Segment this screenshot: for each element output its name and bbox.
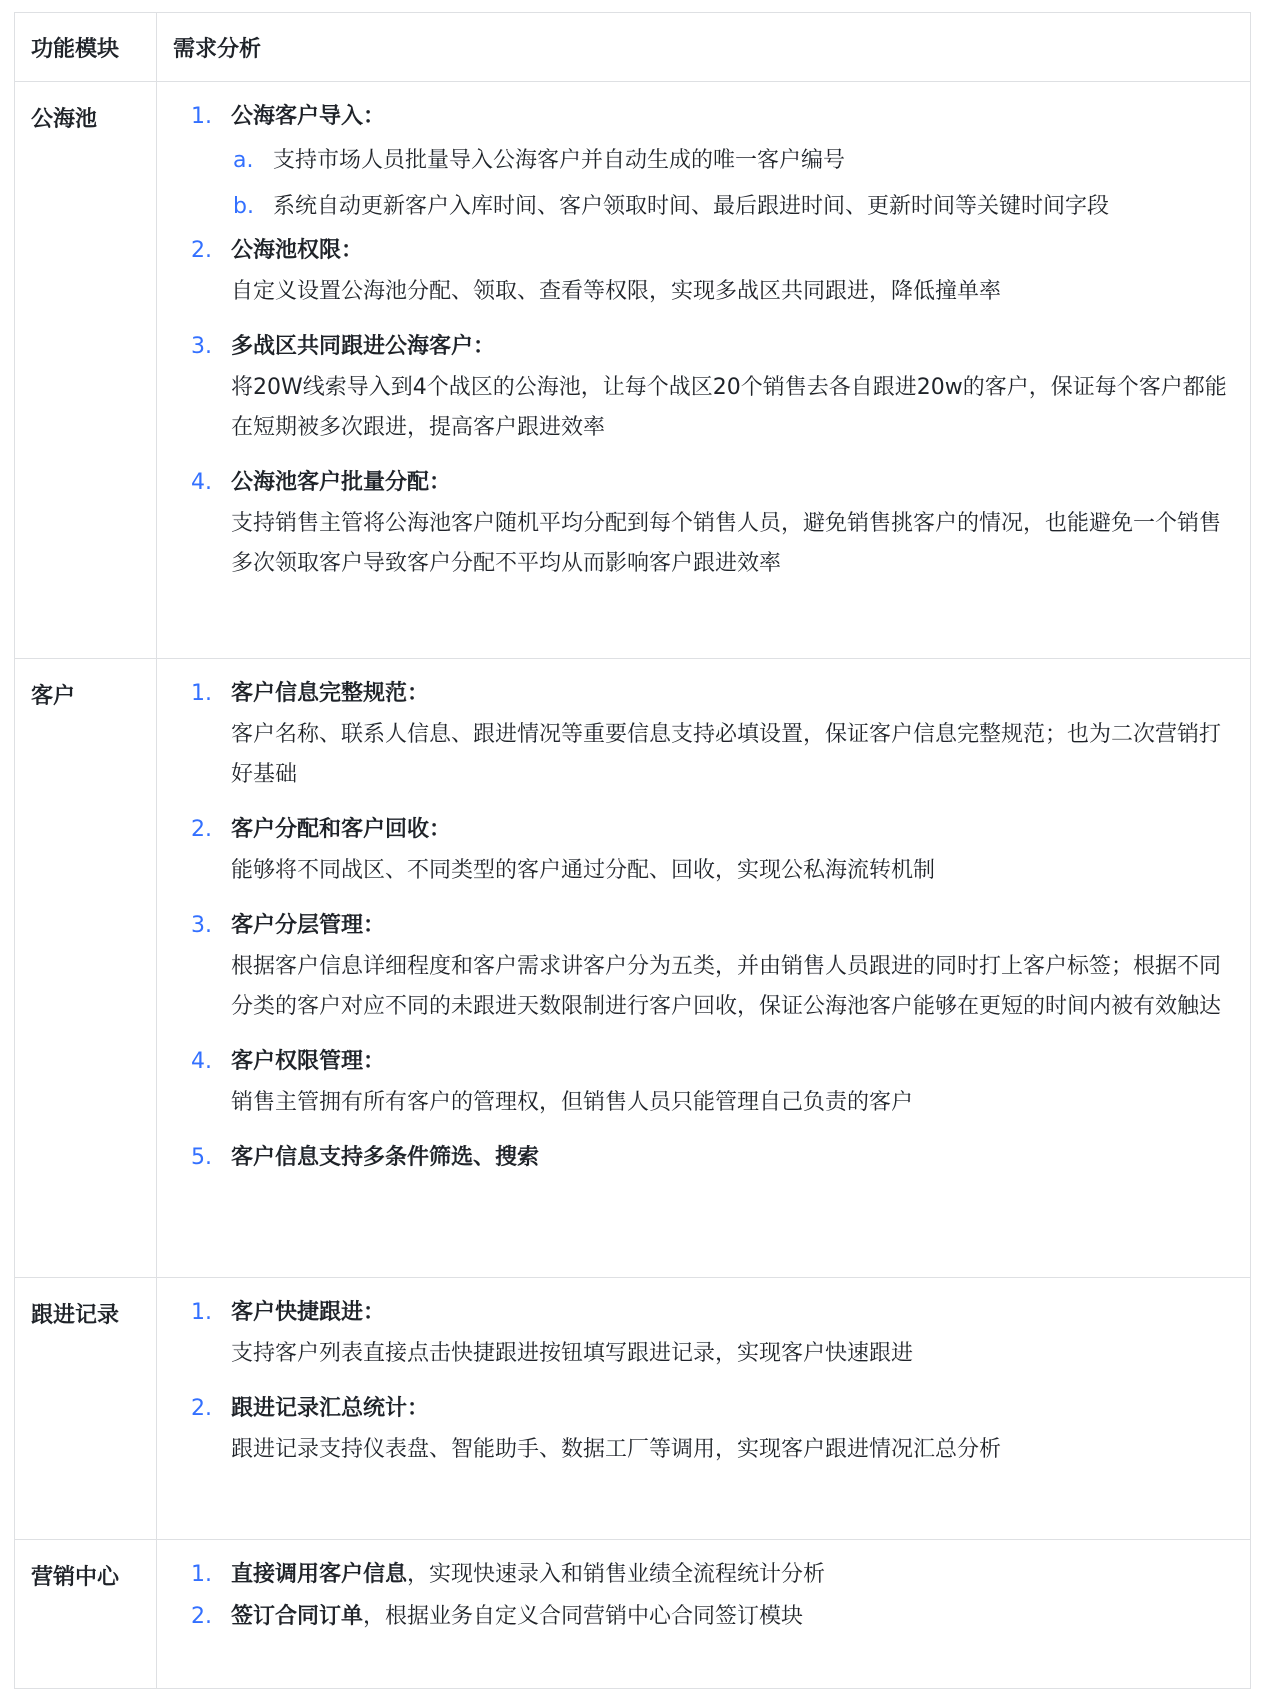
sub-item-text: 支持市场人员批量导入公海客户并自动生成的唯一客户编号 — [273, 148, 846, 173]
list-item — [173, 1388, 1234, 1470]
item-title: 跟进记录汇总统计： — [231, 1396, 430, 1421]
sub-item-text: 系统自动更新客户入库时间、客户领取时间、最后跟进时间、更新时间等关键时间字段 — [273, 194, 1110, 219]
list-item — [173, 1554, 1234, 1596]
item-number: 1. — [191, 681, 212, 706]
item-number: 2. — [191, 238, 212, 263]
item-description: 能够将不同战区、不同类型的客户通过分配、回收，实现公私海流转机制 — [231, 858, 936, 883]
list-item — [173, 1292, 1234, 1374]
item-description: 支持客户列表直接点击快捷跟进按钮填写跟进记录，实现客户快速跟进 — [231, 1341, 914, 1366]
item-title: 多战区共同跟进公海客户： — [231, 334, 496, 359]
table-row — [15, 1540, 1251, 1689]
analysis-cell — [157, 82, 1251, 659]
item-description: 将20W线索导入到4个战区的公海池，让每个战区20个销售去各自跟进20w的客户，保证每个客户都能在短期被多次跟进，提高客户跟进效率 — [231, 375, 1227, 440]
list-item — [173, 673, 1234, 795]
analysis-cell — [157, 659, 1251, 1278]
item-number: 4. — [191, 1049, 212, 1074]
item-title-rest: ，根据业务自定义合同营销中心合同签订模块 — [363, 1604, 804, 1629]
table-row — [15, 659, 1251, 1278]
item-number: 2. — [191, 1396, 212, 1421]
list-item — [173, 96, 1234, 230]
list-item — [173, 462, 1234, 584]
item-title: 客户信息支持多条件筛选、搜索 — [231, 1145, 540, 1170]
list-item — [173, 905, 1234, 1027]
item-title: 客户权限管理： — [231, 1049, 386, 1074]
item-title: 公海池权限： — [231, 238, 364, 263]
sub-item-letter: b. — [233, 194, 254, 219]
item-title-bold: 直接调用客户信息 — [231, 1562, 408, 1587]
item-description: 销售主管拥有所有客户的管理权，但销售人员只能管理自己负责的客户 — [231, 1090, 914, 1115]
item-description: 客户名称、联系人信息、跟进情况等重要信息支持必填设置，保证客户信息完整规范；也为二次营销打好基础 — [231, 722, 1222, 787]
table-row — [15, 82, 1251, 659]
item-number: 4. — [191, 470, 212, 495]
item-number: 3. — [191, 913, 212, 938]
module-name: 客户 — [15, 659, 157, 1278]
header-analysis: 需求分析 — [157, 13, 1251, 82]
item-description: 支持销售主管将公海池客户随机平均分配到每个销售人员，避免销售挑客户的情况，也能避免一个销售多次领取客户导致客户分配不平均从而影响客户跟进效率 — [231, 511, 1222, 576]
list-item — [173, 1137, 1234, 1179]
requirements-table — [14, 12, 1251, 1689]
item-title: 客户分配和客户回收： — [231, 817, 452, 842]
list-item — [173, 230, 1234, 312]
item-number: 2. — [191, 1604, 212, 1629]
item-description: 自定义设置公海池分配、领取、查看等权限，实现多战区共同跟进，降低撞单率 — [231, 279, 1002, 304]
item-title — [231, 1554, 1234, 1596]
item-title: 客户快捷跟进： — [231, 1300, 386, 1325]
item-title — [231, 1596, 1234, 1638]
sub-item — [231, 184, 1234, 230]
item-number: 1. — [191, 104, 212, 129]
analysis-cell — [157, 1278, 1251, 1540]
item-description: 根据客户信息详细程度和客户需求讲客户分为五类，并由销售人员跟进的同时打上客户标签；根据不同分类的客户对应不同的未跟进天数限制进行客户回收，保证公海池客户能够在更短的时间内被有效触达 — [231, 954, 1222, 1019]
table-header-row — [15, 13, 1251, 82]
table-row — [15, 1278, 1251, 1540]
analysis-cell — [157, 1540, 1251, 1689]
item-title: 公海池客户批量分配： — [231, 470, 452, 495]
item-number: 3. — [191, 334, 212, 359]
item-number: 5. — [191, 1145, 212, 1170]
list-item — [173, 809, 1234, 891]
sub-item-letter: a. — [233, 148, 254, 173]
module-name: 跟进记录 — [15, 1278, 157, 1540]
item-title: 客户分层管理： — [231, 913, 386, 938]
item-number: 1. — [191, 1300, 212, 1325]
item-number: 2. — [191, 817, 212, 842]
item-title-bold: 签订合同订单 — [231, 1604, 364, 1629]
list-item — [173, 1041, 1234, 1123]
module-name: 公海池 — [15, 82, 157, 659]
list-item — [173, 326, 1234, 448]
sub-item — [231, 138, 1234, 184]
item-number: 1. — [191, 1562, 212, 1587]
module-name: 营销中心 — [15, 1540, 157, 1689]
item-title: 公海客户导入： — [231, 104, 386, 129]
item-title-rest: ，实现快速录入和销售业绩全流程统计分析 — [407, 1562, 826, 1587]
list-item — [173, 1596, 1234, 1638]
header-module: 功能模块 — [15, 13, 157, 82]
item-description: 跟进记录支持仪表盘、智能助手、数据工厂等调用，实现客户跟进情况汇总分析 — [231, 1437, 1002, 1462]
item-title: 客户信息完整规范： — [231, 681, 430, 706]
